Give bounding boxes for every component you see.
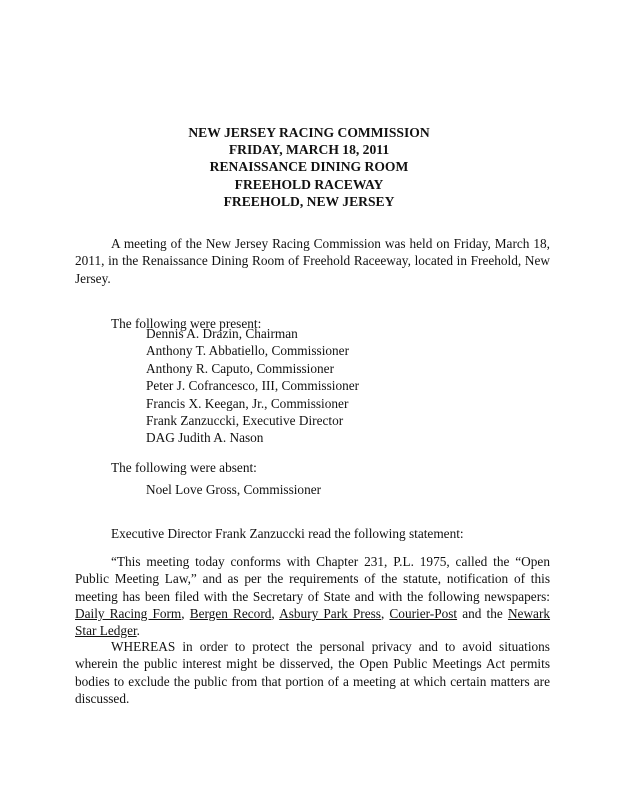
absent-item: Noel Love Gross, Commissioner (146, 482, 322, 497)
heading-line-venue: FREEHOLD RACEWAY (234, 176, 384, 192)
newspaper-bergen-record: Bergen Record (189, 605, 272, 621)
heading-line-location: FREEHOLD, NEW JERSEY (223, 193, 395, 209)
present-item: Frank Zanzuccki, Executive Director (146, 413, 344, 429)
heading-line-date: FRIDAY, MARCH 18, 2011 (228, 142, 390, 158)
separator: , (271, 605, 280, 621)
present-item: Anthony T. Abbatiello, Commissioner (146, 343, 350, 359)
statement-intro: Executive Director Frank Zanzuccki read the following statement: (111, 526, 464, 541)
intro-paragraph: A meeting of the New Jersey Racing Commission was held on Friday, March 18, 2011, in the Renaissance Dining Room of Freehold Raceeway, located in Freehold, New Jersey. (75, 236, 550, 286)
newspaper-courier-post: Courier-Post (389, 605, 458, 621)
present-label: The following were present: (111, 316, 262, 331)
present-item: Anthony R. Caputo, Commissioner (146, 360, 335, 376)
statement-text: “This meeting today conforms with Chapter 231, P.L. 1975, called the “Open Public Meeting Law,” and as per the requirements of the statute, notification of this meeting has been filed with the Secretary of State and with the following newspapers: (75, 554, 550, 604)
open-meetings-statement (75, 553, 550, 639)
present-item: Francis X. Keegan, Jr., Commissioner (146, 395, 349, 411)
separator: and the (457, 605, 508, 621)
heading-line-commission: NEW JERSEY RACING COMMISSION (188, 125, 430, 140)
document-heading (0, 124, 618, 210)
present-item: Peter J. Cofrancesco, III, Commissioner (146, 378, 360, 394)
separator: , (380, 605, 390, 621)
statement-end: . (136, 623, 140, 639)
newspaper-daily-racing-form: Daily Racing Form (75, 605, 182, 621)
newspaper-asbury-park-press: Asbury Park Press (279, 605, 381, 621)
absent-label: The following were absent: (111, 460, 257, 475)
present-item: Dennis A. Drazin, Chairman (146, 326, 298, 341)
separator: , (181, 605, 190, 621)
heading-line-room: RENAISSANCE DINING ROOM (209, 159, 409, 175)
newspaper-newark-star-ledger: Newark Star Ledger (75, 605, 551, 639)
whereas-paragraph: WHEREAS in order to protect the personal privacy and to avoid situations wherein the public interest might be disserved, the Open Public Meetings Act permits bodies to exclude the public from that portion of a meeting at which certain matters are discussed. (75, 639, 550, 706)
present-list (146, 325, 359, 447)
present-item: DAG Judith A. Nason (146, 430, 264, 446)
